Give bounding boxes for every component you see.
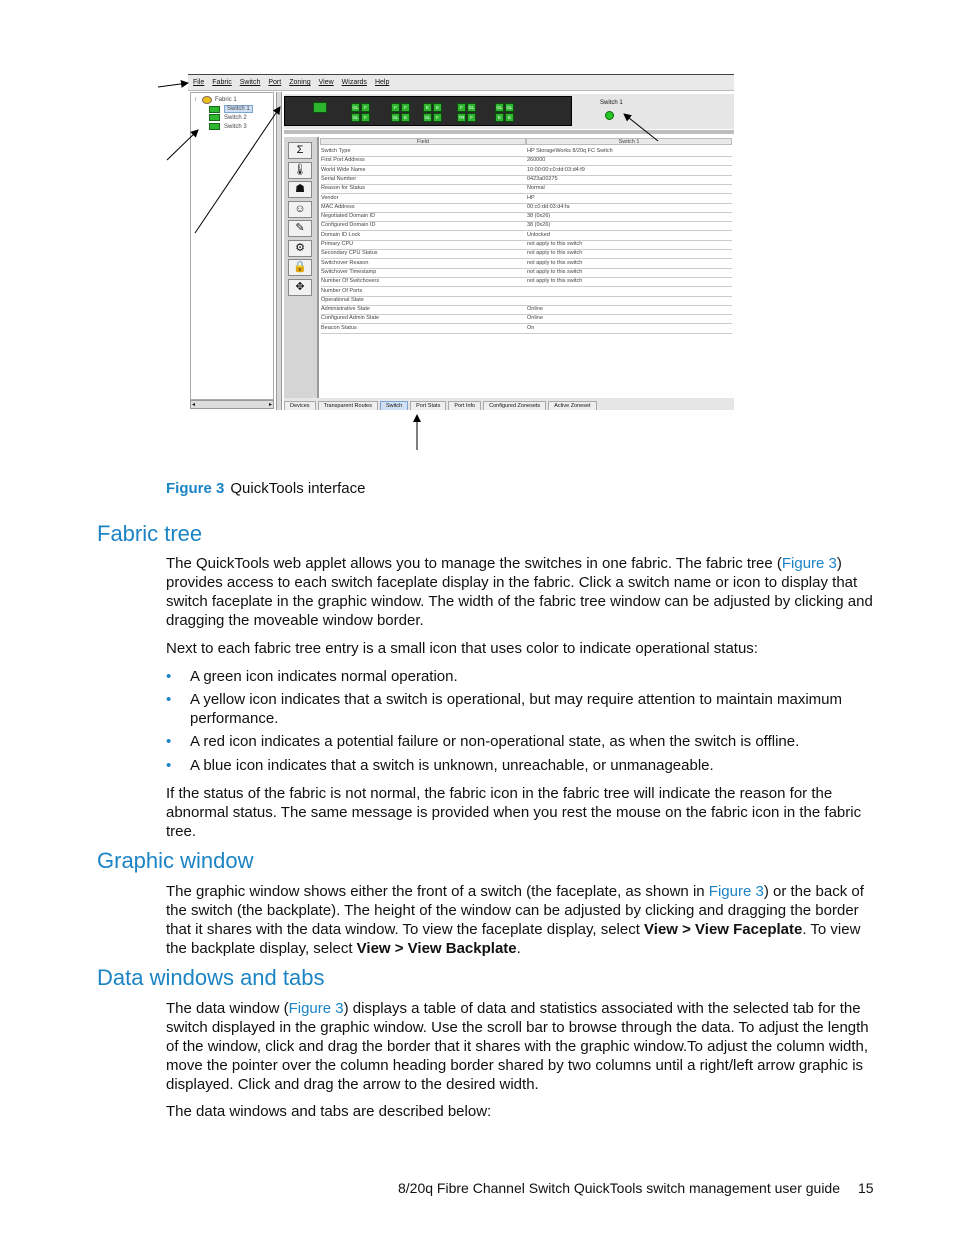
table-cell-value: 0423a00275: [527, 175, 732, 185]
fabric-tree-paragraph-3: If the status of the fabric is not normal, the fabric icon in the fabric tree will indicate the reason for the abnormal status. The same message is provided when you rest the mouse on the fabric icon in the fabric tree.: [166, 785, 862, 840]
port[interactable]: F: [433, 113, 442, 122]
tab-devices[interactable]: Devices: [284, 401, 316, 410]
thermometer-icon[interactable]: 🌡: [288, 162, 312, 179]
table-cell-field: Primary CPU: [321, 240, 527, 250]
table-cell-value: not apply to this switch: [527, 259, 732, 269]
port[interactable]: E: [495, 113, 504, 122]
port[interactable]: GL: [392, 115, 399, 120]
menu-port[interactable]: Port: [268, 79, 282, 86]
switch-label: Switch 3: [224, 123, 247, 130]
figure-link[interactable]: Figure 3: [781, 555, 837, 572]
tab-active-zoneset[interactable]: Active Zoneset: [548, 401, 596, 410]
tab-switch[interactable]: Switch: [380, 401, 408, 410]
table-cell-field: Serial Number: [321, 175, 527, 185]
tab-port-info[interactable]: Port Info: [448, 401, 481, 410]
heading-graphic-window: Graphic window: [97, 848, 254, 873]
column-header-field[interactable]: Field: [320, 138, 526, 145]
table-cell-value: HP: [527, 194, 732, 204]
table-cell-field: Configured Domain ID: [321, 221, 527, 231]
table-cell-field: World Wide Name: [321, 166, 527, 176]
figure-caption-text: QuickTools interface: [230, 480, 366, 497]
data-windows-paragraph-1: The data window (Figure 3) displays a table of data and statistics associated with the selected tab for the switch displayed in the graphic window. Use the scroll bar to browse through the data. To adjust the length of the window, click and drag the border that it shares with the graphic window.To adjust the column width, move the pointer over the column heading border shared by two columns until a right/left arrow graphic is displayed. Click and drag the arrow to the desired width.: [166, 1000, 869, 1093]
port[interactable]: E: [401, 113, 410, 122]
table-cell-field: Secondary CPU Status: [321, 249, 527, 259]
table-cell-value: 10:00:00:c0:dd:03:d4:f9: [527, 166, 732, 176]
table-cell-field: Administrative State: [321, 305, 527, 315]
heading-fabric-tree: Fabric tree: [97, 521, 203, 546]
tab-transparent-routes[interactable]: Transparent Routes: [318, 401, 378, 410]
port[interactable]: F: [457, 103, 466, 112]
port[interactable]: GL: [352, 115, 359, 120]
menu-zoning[interactable]: Zoning: [289, 79, 311, 86]
table-cell-value: not apply to this switch: [527, 249, 732, 259]
arrow-graphic-window: [195, 107, 280, 233]
port[interactable]: E: [423, 103, 432, 112]
footer-title: 8/20q Fibre Channel Switch QuickTools switch management user guide: [398, 1180, 841, 1196]
port[interactable]: F: [361, 113, 370, 122]
menu-wizards[interactable]: Wizards: [341, 79, 367, 86]
expand-toggle-icon[interactable]: ↑: [194, 97, 197, 103]
switch-label: Switch 2: [224, 114, 247, 121]
table-cell-field: Number Of Ports: [321, 287, 527, 297]
fabric-tree-paragraph-1: The QuickTools web applet allows you to manage the switches in one fabric. The fabric tree (Figure 3) provides access to each switch faceplate display in the fabric. Click a switch name or icon to display that switch faceplate in the graphic window. The width of the fabric tree window can be adjusted by clicking and dragging the moveable window border.: [166, 555, 873, 629]
port[interactable]: GL: [506, 105, 513, 110]
table-cell-field: Beacon Status: [321, 324, 527, 334]
table-cell-value: 00:c0:dd:03:d4:fa: [527, 203, 732, 213]
menu-file[interactable]: File: [193, 79, 205, 86]
figure-label: Figure 3: [166, 480, 225, 497]
table-cell-value: On: [527, 324, 732, 334]
menu-help[interactable]: Help: [374, 79, 390, 86]
sigma-icon[interactable]: Σ: [288, 142, 312, 159]
plug-icon[interactable]: ✎: [288, 220, 312, 237]
table-cell-field: Configured Admin State: [321, 314, 527, 324]
port[interactable]: GL: [424, 115, 431, 120]
table-cell-value: 38 (0x26): [527, 212, 732, 222]
table-cell-field: Negotiated Domain ID: [321, 212, 527, 222]
port[interactable]: E: [433, 103, 442, 112]
scroll-left-icon[interactable]: ◂: [192, 402, 196, 408]
table-cell-field: Operational State: [321, 296, 527, 306]
figure-link[interactable]: Figure 3: [708, 883, 764, 900]
table-cell-value: HP StorageWorks 8/20q FC Switch: [527, 147, 732, 157]
table-cell-field: Switchover Timestamp: [321, 268, 527, 278]
switch-label: Switch 1: [224, 105, 253, 113]
table-cell-field: Switch Type: [321, 147, 527, 157]
table-cell-value: not apply to this switch: [527, 268, 732, 278]
column-header-switch[interactable]: Switch 1: [526, 138, 732, 145]
network-icon[interactable]: ☗: [288, 181, 312, 198]
menu-view[interactable]: View: [318, 79, 334, 86]
callout-arrow-switch: [610, 105, 690, 145]
fabric-label: Fabric 1: [215, 97, 237, 103]
faceplate-switch-label: Switch 1: [600, 100, 623, 106]
heading-data-windows: Data windows and tabs: [97, 965, 325, 990]
table-cell-field: Vendor: [321, 194, 527, 204]
gear-icon[interactable]: ⚙: [288, 240, 312, 257]
figure-link[interactable]: Figure 3: [288, 1000, 344, 1017]
arrow-menu: [158, 83, 188, 87]
data-windows-paragraph-2: The data windows and tabs are described below:: [166, 1103, 492, 1120]
table-cell-value: Online: [527, 305, 732, 315]
port[interactable]: F: [401, 103, 410, 112]
graphic-window-paragraph: The graphic window shows either the front of a switch (the faceplate, as shown in Figure 3) or the back of the switch (the backplate). The height of the window can be adjusted by clicking and dragging the border that it shares with the data window. To view the faceplate display, select View > View Faceplate. To view the backplate display, select View > View Backplate.: [166, 883, 864, 957]
table-cell-field: Domain ID Lock: [321, 231, 527, 241]
list-item: • A green icon indicates normal operation.: [166, 668, 458, 685]
menu-switch[interactable]: Switch: [239, 79, 261, 86]
table-cell-field: MAC Address: [321, 203, 527, 213]
tab-port-stats[interactable]: Port Stats: [410, 401, 446, 410]
table-cell-value: 260000: [527, 156, 732, 166]
table-cell-field: Switchover Reason: [321, 259, 527, 269]
table-cell-value: Online: [527, 314, 732, 324]
table-cell-value: 38 (0x26): [527, 221, 732, 231]
port[interactable]: GL: [468, 105, 475, 110]
port[interactable]: F: [391, 103, 400, 112]
lock-icon[interactable]: 🔒: [288, 259, 312, 276]
list-item: • A blue icon indicates that a switch is unknown, unreachable, or unmanageable.: [166, 757, 714, 774]
table-cell-field: Number Of Switchovers: [321, 277, 527, 287]
table-cell-field: Reason for Status: [321, 184, 527, 194]
table-cell-value: Normal: [527, 184, 732, 194]
callout-arrows: [150, 70, 450, 460]
arrow-switch-status: [624, 114, 658, 141]
menu-fabric[interactable]: Fabric: [212, 79, 232, 86]
fabric-tree-paragraph-2: Next to each fabric tree entry is a small icon that uses color to indicate operational status:: [166, 640, 758, 657]
list-item: • A red icon indicates a potential failure or non-operational state, as when the switch is offline.: [166, 733, 800, 750]
table-cell-value: not apply to this switch: [527, 240, 732, 250]
port[interactable]: E: [505, 113, 514, 122]
list-item: • A yellow icon indicates that a switch is operational, but may require attention to maintain maximum performance.: [166, 691, 842, 727]
tab-configured-zonesets[interactable]: Configured Zonesets: [483, 401, 546, 410]
page-number: 15: [858, 1180, 874, 1196]
port[interactable]: TR: [458, 115, 465, 120]
table-cell-value: Unlocked: [527, 231, 732, 241]
scroll-right-icon[interactable]: ▸: [268, 402, 272, 408]
graduation-icon[interactable]: ✥: [288, 279, 312, 296]
port[interactable]: F: [467, 113, 476, 122]
port[interactable]: GL: [496, 105, 503, 110]
table-cell-value: not apply to this switch: [527, 277, 732, 287]
users-icon[interactable]: ☺: [288, 201, 312, 218]
port[interactable]: GL: [352, 105, 359, 110]
arrow-fabric-tree: [167, 130, 198, 160]
table-cell-field: First Port Address: [321, 156, 527, 166]
figure-caption: [166, 480, 365, 497]
port[interactable]: F: [361, 103, 370, 112]
